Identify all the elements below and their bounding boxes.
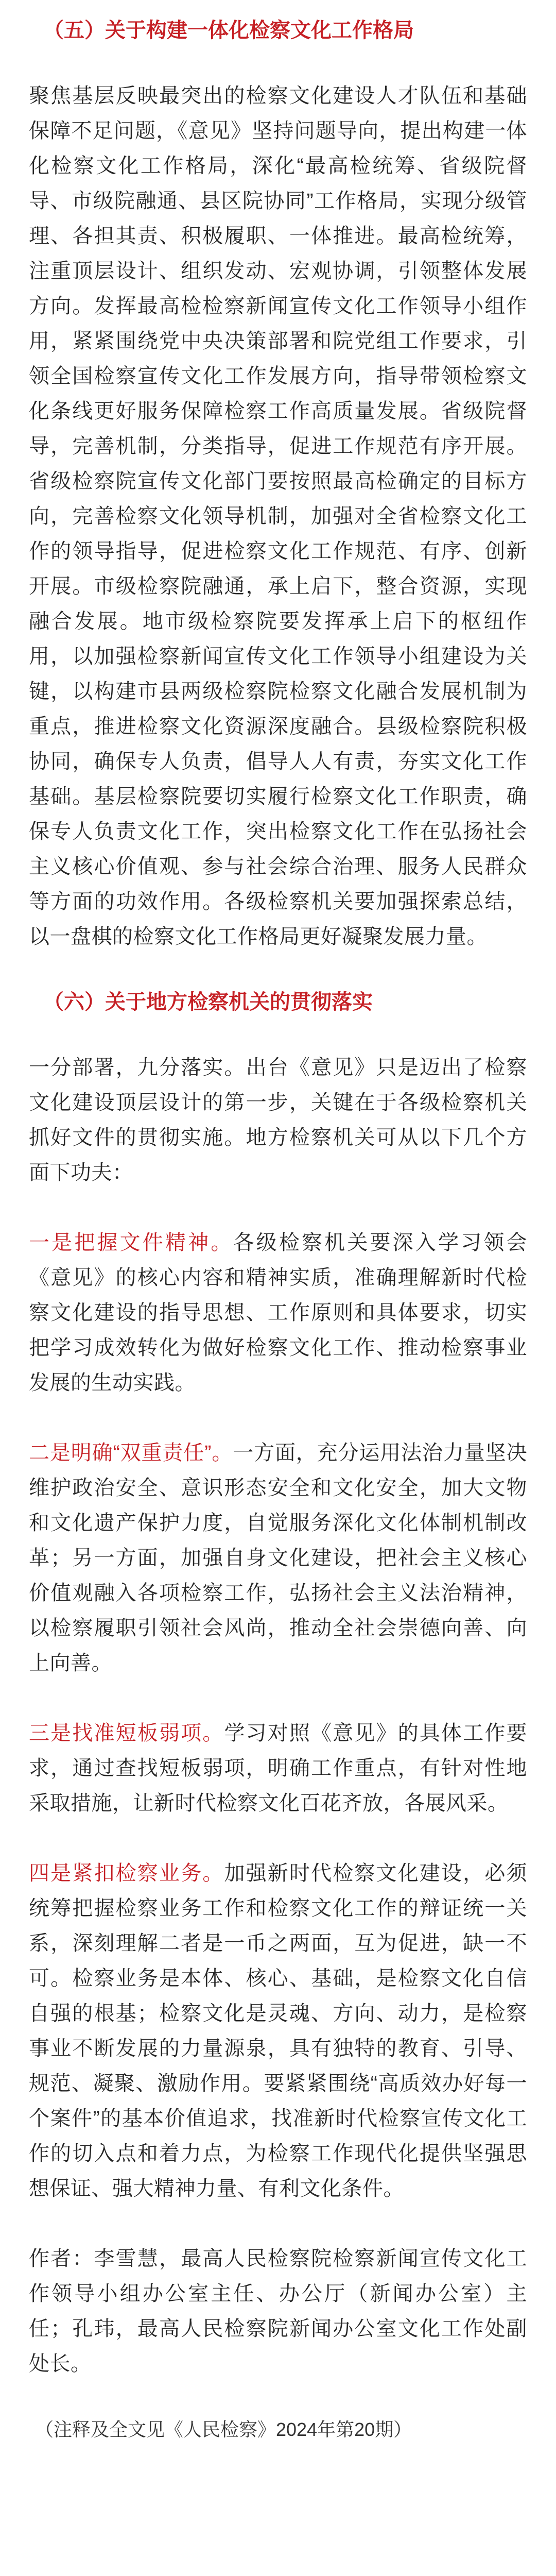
- point-1-paragraph: [29, 1225, 527, 1400]
- point-2-text: 一方面，充分运用法治力量坚决维护政治安全、意识形态安全和文化安全，加大文物和文化遗产保护力度，自觉服务深化文化体制机制改革；另一方面，加强自身文化建设，把社会主义核心价值观融入各项检察工作，弘扬社会主义法治精神，以检察履职引领社会风尚，推动全社会崇德向善、向上向善。: [29, 1442, 528, 1674]
- point-3-lead: 三是找准短板弱项。: [29, 1722, 224, 1744]
- article-page: [0, 15, 556, 2576]
- point-2-paragraph: [29, 1435, 527, 1681]
- point-4-paragraph: [29, 1856, 527, 2206]
- point-2-lead: 二是明确“双重责任”。: [29, 1442, 233, 1464]
- point-3-paragraph: [29, 1716, 527, 1821]
- point-1-lead: 一是把握文件精神。: [29, 1231, 234, 1254]
- point-3-text: 学习对照《意见》的具体工作要求，通过查找短板弱项，明确工作重点，有针对性地采取措施，让新时代检察文化百花齐放，各展风采。: [29, 1722, 528, 1815]
- section-5-body: 聚焦基层反映最突出的检察文化建设人才队伍和基础保障不足问题，《意见》坚持问题导向，提出构建一体化检察文化工作格局，深化“最高检统筹、省级院督导、市级院融通、县区院协同”工作格局，实现分级管理、各担其责、积极履职、一体推进。最高检统筹，注重顶层设计、组织发动、宏观协调，引领整体发展方向。发挥最高检检察新闻宣传文化工作领导小组作用，紧紧围绕党中央决策部署和院党组工作要求，引领全国检察宣传文化工作发展方向，指导带领检察文化条线更好服务保障检察工作高质量发展。省级院督导，完善机制，分类指导，促进工作规范有序开展。省级检察院宣传文化部门要按照最高检确定的目标方向，完善检察文化领导机制，加强对全省检察文化工作的领导指导，促进检察文化工作规范、有序、创新开展。市级检察院融通，承上启下，整合资源，实现融合发展。地市级检察院要发挥承上启下的枢纽作用，以加强检察新闻宣传文化工作领导小组建设为关键，以构建市县两级检察院检察文化融合发展机制为重点，推进检察文化资源深度融合。县级检察院积极协同，确保专人负责，倡导人人有责，夯实文化工作基础。基层检察院要切实履行检察文化工作职责，确保专人负责文化工作，突出检察文化工作在弘扬社会主义核心价值观、参与社会综合治理、服务人民群众等方面的功效作用。各级检察机关要加强探索总结，以一盘棋的检察文化工作格局更好凝聚发展力量。: [29, 84, 527, 948]
- point-4-text: 加强新时代检察文化建设，必须统筹把握检察业务工作和检察文化工作的辩证统一关系，深刻理解二者是一币之两面，互为促进，缺一不可。检察业务是本体、核心、基础，是检察文化自信自强的根基；检察文化是灵魂、方向、动力，是检察事业不断发展的力量源泉，具有独特的教育、引导、规范、凝聚、激励作用。要紧紧围绕“高质效办好每一个案件”的基本价值追求，找准新时代检察宣传文化工作的切入点和着力点，为检察工作现代化提供坚强思想保证、强大精神力量、有利文化条件。: [29, 1862, 528, 2200]
- section-6-intro: 一分部署，九分落实。出台《意见》只是迈出了检察文化建设顶层设计的第一步，关键在于各级检察机关抓好文件的贯彻实施。地方检察机关可从以下几个方面下功夫：: [29, 1056, 527, 1184]
- author-info: 作者：李雪慧，最高人民检察院检察新闻宣传文化工作领导小组办公室主任、办公厅（新闻办公室）主任；孔玮，最高人民检察院新闻办公室文化工作处副处长。: [29, 2247, 527, 2375]
- section-5-title: （五）关于构建一体化检察文化工作格局: [43, 19, 414, 42]
- point-4-lead: 四是紧扣检察业务。: [29, 1862, 224, 1885]
- point-1-text: 各级检察机关要深入学习领会《意见》的核心内容和精神实质，准确理解新时代检察文化建设的指导思想、工作原则和具体要求，切实把学习成效转化为做好检察文化工作、推动检察事业发展的生动实践。: [29, 1231, 527, 1394]
- footnote: （注释及全文见《人民检察》2024年第20期）: [35, 2419, 412, 2440]
- section-6-title: （六）关于地方检察机关的贯彻落实: [43, 991, 373, 1013]
